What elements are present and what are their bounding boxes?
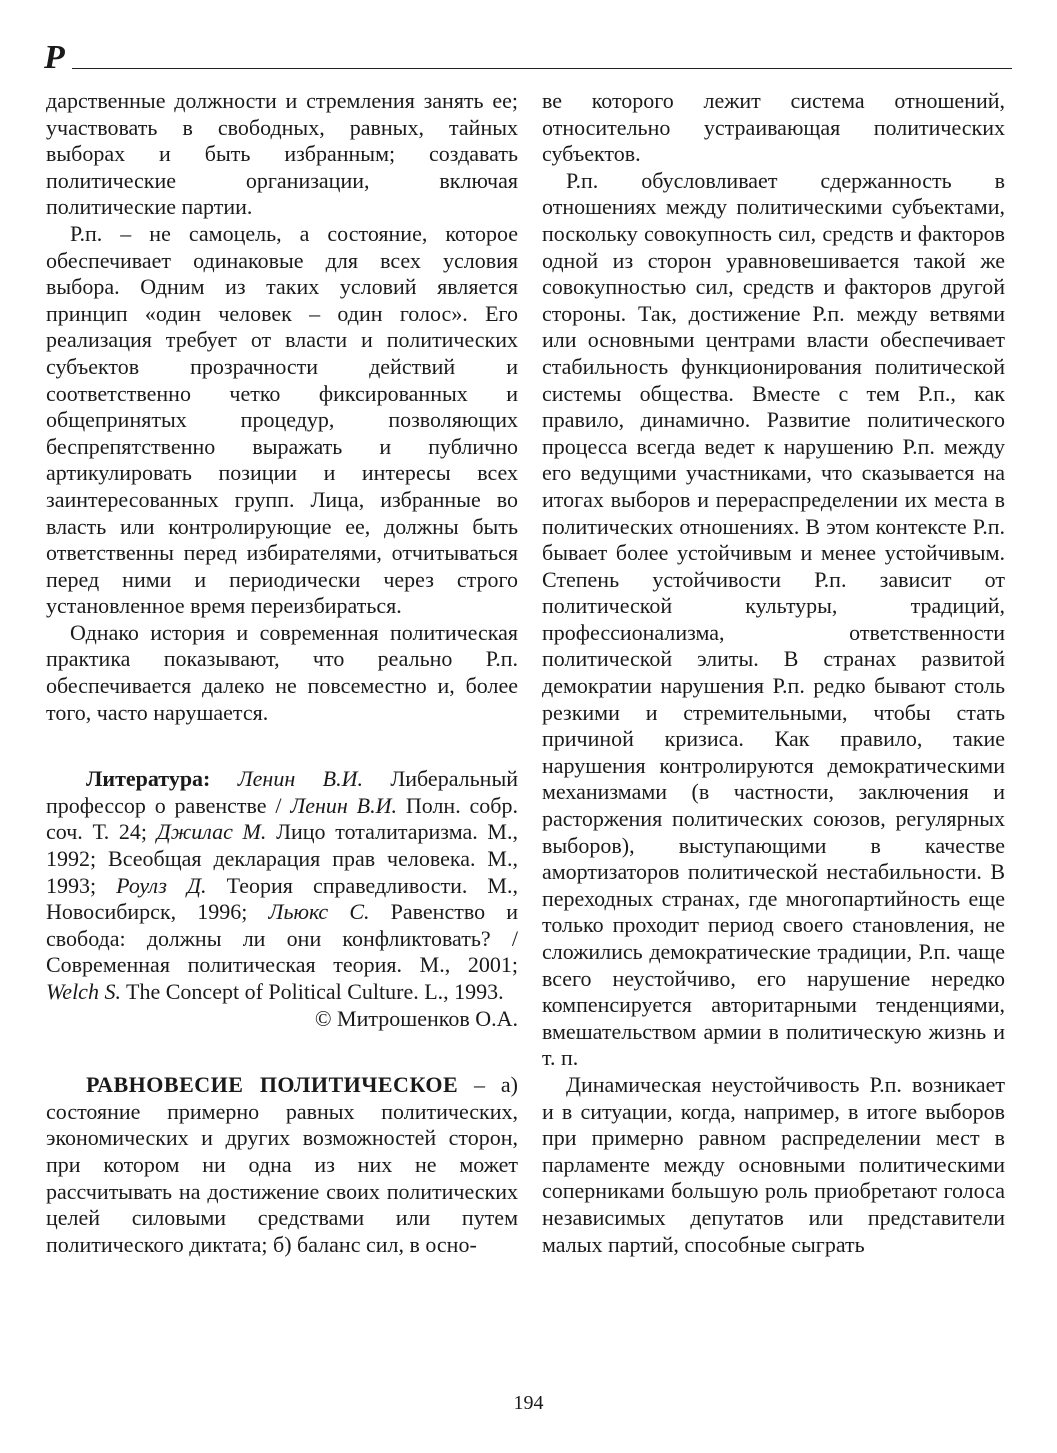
section-letter: Р	[44, 39, 65, 76]
paragraph: Р.п. обусловливает сдержанность в отношениях между политическими субъектами, поскольку совокупность сил, средств и факторов одной из сторон уравновешивается такой же совокупностью сил, средств и факторов другой стороны. Так, достижение Р.п. между ветвями или основными центрами власти обеспечивает стабильность функционирования политической системы общества. Вместе с тем Р.п., как правило, динамично. Развитие политического процесса всегда ведет к нарушению Р.п. между его ведущими участниками, что сказывается на итогах выборов и перераспределении их места в политических отношениях. В этом контексте Р.п. бывает более устойчивым и менее устойчивым. Степень устойчивости Р.п. зависит от политической культуры, традиций, профессионализма, ответственности политической элиты. В странах развитой демократии нарушения Р.п. редко бывают столь резкими и стремительными, чтобы стать причиной кризиса. Как правило, такие нарушения контролируются демократическими механизмами (в частности, заключения и расторжения политических союзов, регулярных выборов), выступающими в качестве амортизаторов политической нестабильности. В переходных странах, где многопартийность еще только проходит период своего становления, не сложились демократические традиции, Р.п. чаще всего неустойчиво, его нарушение нередко компенсируется авторитарными тенденциями, вмешательством армии в политическую жизнь и т. п.	[542, 167, 1005, 1071]
right-column	[542, 88, 1005, 1258]
literature-block	[46, 766, 518, 1005]
paragraph: Динамическая неустойчивость Р.п. возникает и в ситуации, когда, например, в итоге выборов при примерно равном распределении мест в парламенте между основными политическими соперниками большую роль приобретают голоса независимых депутатов или представители малых партий, способные сыграть	[542, 1071, 1005, 1257]
paragraph: Однако история и современная политическая практика показывают, что реально Р.п. обеспечивается далеко не повсеместно и, более того, часто нарушается.	[46, 619, 518, 725]
paragraph: дарственные должности и стремления занять ее; участвовать в свободных, равных, тайных выборах и быть избранным; создавать политические организации, включая политические партии.	[46, 88, 518, 220]
header-rule	[72, 68, 1012, 69]
left-column	[46, 88, 518, 1258]
citation-text: The Concept of Political Culture. L., 1993.	[120, 979, 504, 1004]
author: Льюкс С.	[268, 899, 370, 925]
page-header	[44, 38, 1012, 78]
citation-text: Либеральный профессор о равенстве /	[46, 766, 518, 818]
citation-text: Лицо тоталитаризма. М., 1992; Всеобщая декларация прав человека. М., 1993;	[46, 819, 518, 898]
author-signature: © Митрошенков О.А.	[314, 1005, 518, 1031]
author: Роулз Д.	[116, 872, 207, 898]
citation-text: Полн. собр. соч. Т. 24;	[46, 792, 518, 845]
dictionary-entry	[46, 1072, 518, 1258]
author: Ленин В.И.	[237, 766, 363, 792]
author: Джилас М.	[156, 819, 267, 845]
paragraph: ве которого лежит система отношений, относительно устраивающая политических субъектов.	[542, 88, 1005, 167]
citation-text: Теория справедливости. М., Новосибирск, 1996;	[46, 872, 518, 925]
author: Ленин В.И.	[290, 792, 397, 818]
entry-term: РАВНОВЕСИЕ ПОЛИТИЧЕСКОЕ	[86, 1072, 459, 1098]
author: Welch S.	[46, 979, 121, 1004]
entry-definition: – а) состояние примерно равных политических, экономических и других возможностей сторон, при котором ни одна из них не может рассчитывать на достижение своих политических целей силовыми средствами или путем политического диктата; б) баланс сил, в осно-	[46, 1072, 519, 1257]
page-number: 194	[513, 1392, 544, 1414]
literature-label: Литература:	[86, 766, 211, 792]
paragraph: Р.п. – не самоцель, а состояние, которое обеспечивает одинаковые для всех условия выбора. Одним из таких условий является принцип «один человек – один голос». Его реализация требует от власти и политических субъектов прозрачности действий и соответственно четко фиксированных и общепринятых процедур, позволяющих беспрепятственно выражать и публично артикулировать позиции и интересы всех заинтересованных групп. Лица, избранные во власть или контролирующие ее, должны быть ответственны перед избирателями, отчитываться перед ними и периодически через строго установленное время переизбираться.	[46, 220, 518, 619]
citation-text: Равенство и свобода: должны ли они конфликтовать? / Современная политическая теория. М., 2001;	[46, 899, 518, 978]
